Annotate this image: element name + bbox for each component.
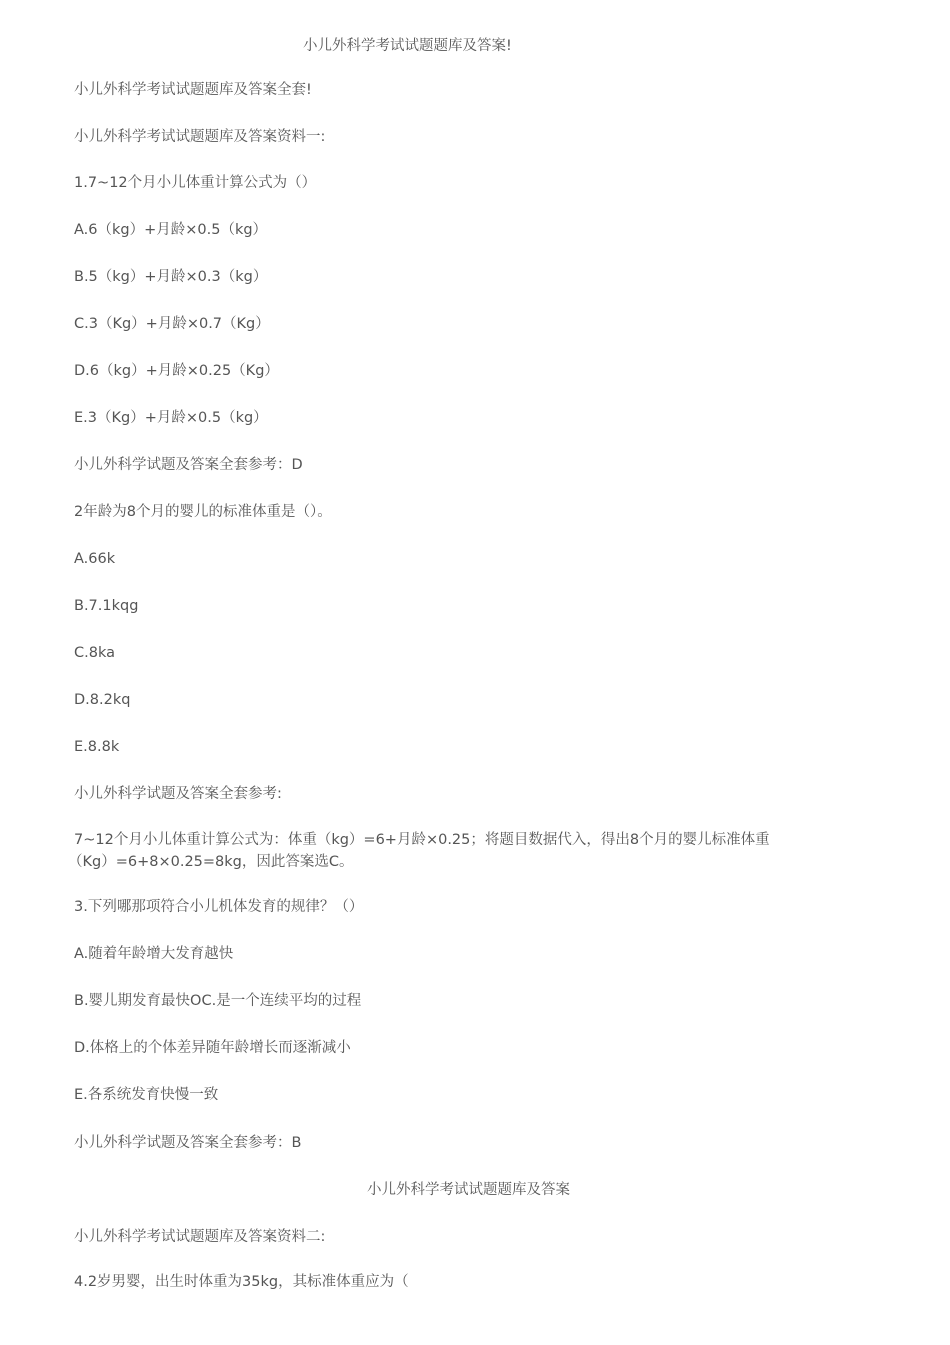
document-subtitle: 小儿外科学考试试题题库及答案 bbox=[367, 1182, 570, 1198]
question-1-option-b: B.5（kg）+月龄×0.3（kg） bbox=[74, 269, 268, 285]
question-1-option-a: A.6（kg）+月龄×0.5（kg） bbox=[74, 222, 268, 238]
question-2-option-c: C.8ka bbox=[74, 645, 115, 661]
question-2-answer: 小儿外科学试题及答案全套参考: bbox=[74, 786, 282, 802]
question-2-explanation-line-2: （Kg）=6+8×0.25=8kg，因此答案选C。 bbox=[68, 854, 354, 870]
section-2-heading: 小儿外科学考试试题题库及答案资料二: bbox=[74, 1229, 326, 1245]
question-1-option-d: D.6（kg）+月龄×0.25（Kg） bbox=[74, 363, 279, 379]
question-2-option-a: A.66k bbox=[74, 551, 116, 567]
question-2-option-b: B.7.1kqg bbox=[74, 598, 139, 614]
question-1-answer: 小儿外科学试题及答案全套参考：D bbox=[74, 457, 303, 473]
question-3-option-a: A.随着年龄增大发育越快 bbox=[74, 946, 234, 962]
question-3-option-d: D.体格上的个体差异随年龄增长而逐渐减小 bbox=[74, 1040, 351, 1056]
question-1-stem: 1.7~12个月小儿体重计算公式为（） bbox=[74, 175, 317, 191]
question-4-stem: 4.2岁男婴，出生时体重为35kg，其标准体重应为（ bbox=[74, 1274, 409, 1290]
question-2-option-d: D.8.2kq bbox=[74, 692, 131, 708]
question-2-option-e: E.8.8k bbox=[74, 739, 120, 755]
question-3-option-b: B.婴儿期发育最快OC.是一个连续平均的过程 bbox=[74, 993, 362, 1009]
question-1-option-e: E.3（Kg）+月龄×0.5（kg） bbox=[74, 410, 268, 426]
document-title: 小儿外科学考试试题题库及答案! bbox=[303, 38, 512, 54]
section-1-heading: 小儿外科学考试试题题库及答案资料一: bbox=[74, 129, 326, 145]
question-1-option-c: C.3（Kg）+月龄×0.7（Kg） bbox=[74, 316, 270, 332]
intro-text: 小儿外科学考试试题题库及答案全套! bbox=[74, 82, 312, 98]
question-2-stem: 2年龄为8个月的婴儿的标准体重是（）。 bbox=[74, 504, 332, 520]
question-2-explanation-line-1: 7~12个月小儿体重计算公式为：体重（kg）=6+月龄×0.25；将题目数据代入，得出8个月的婴儿标准体重 bbox=[74, 832, 770, 848]
question-3-answer: 小儿外科学试题及答案全套参考：B bbox=[74, 1135, 302, 1151]
question-3-option-e: E.各系统发育快慢一致 bbox=[74, 1087, 219, 1103]
question-3-stem: 3.下列哪那项符合小儿机体发育的规律？（） bbox=[74, 899, 364, 915]
